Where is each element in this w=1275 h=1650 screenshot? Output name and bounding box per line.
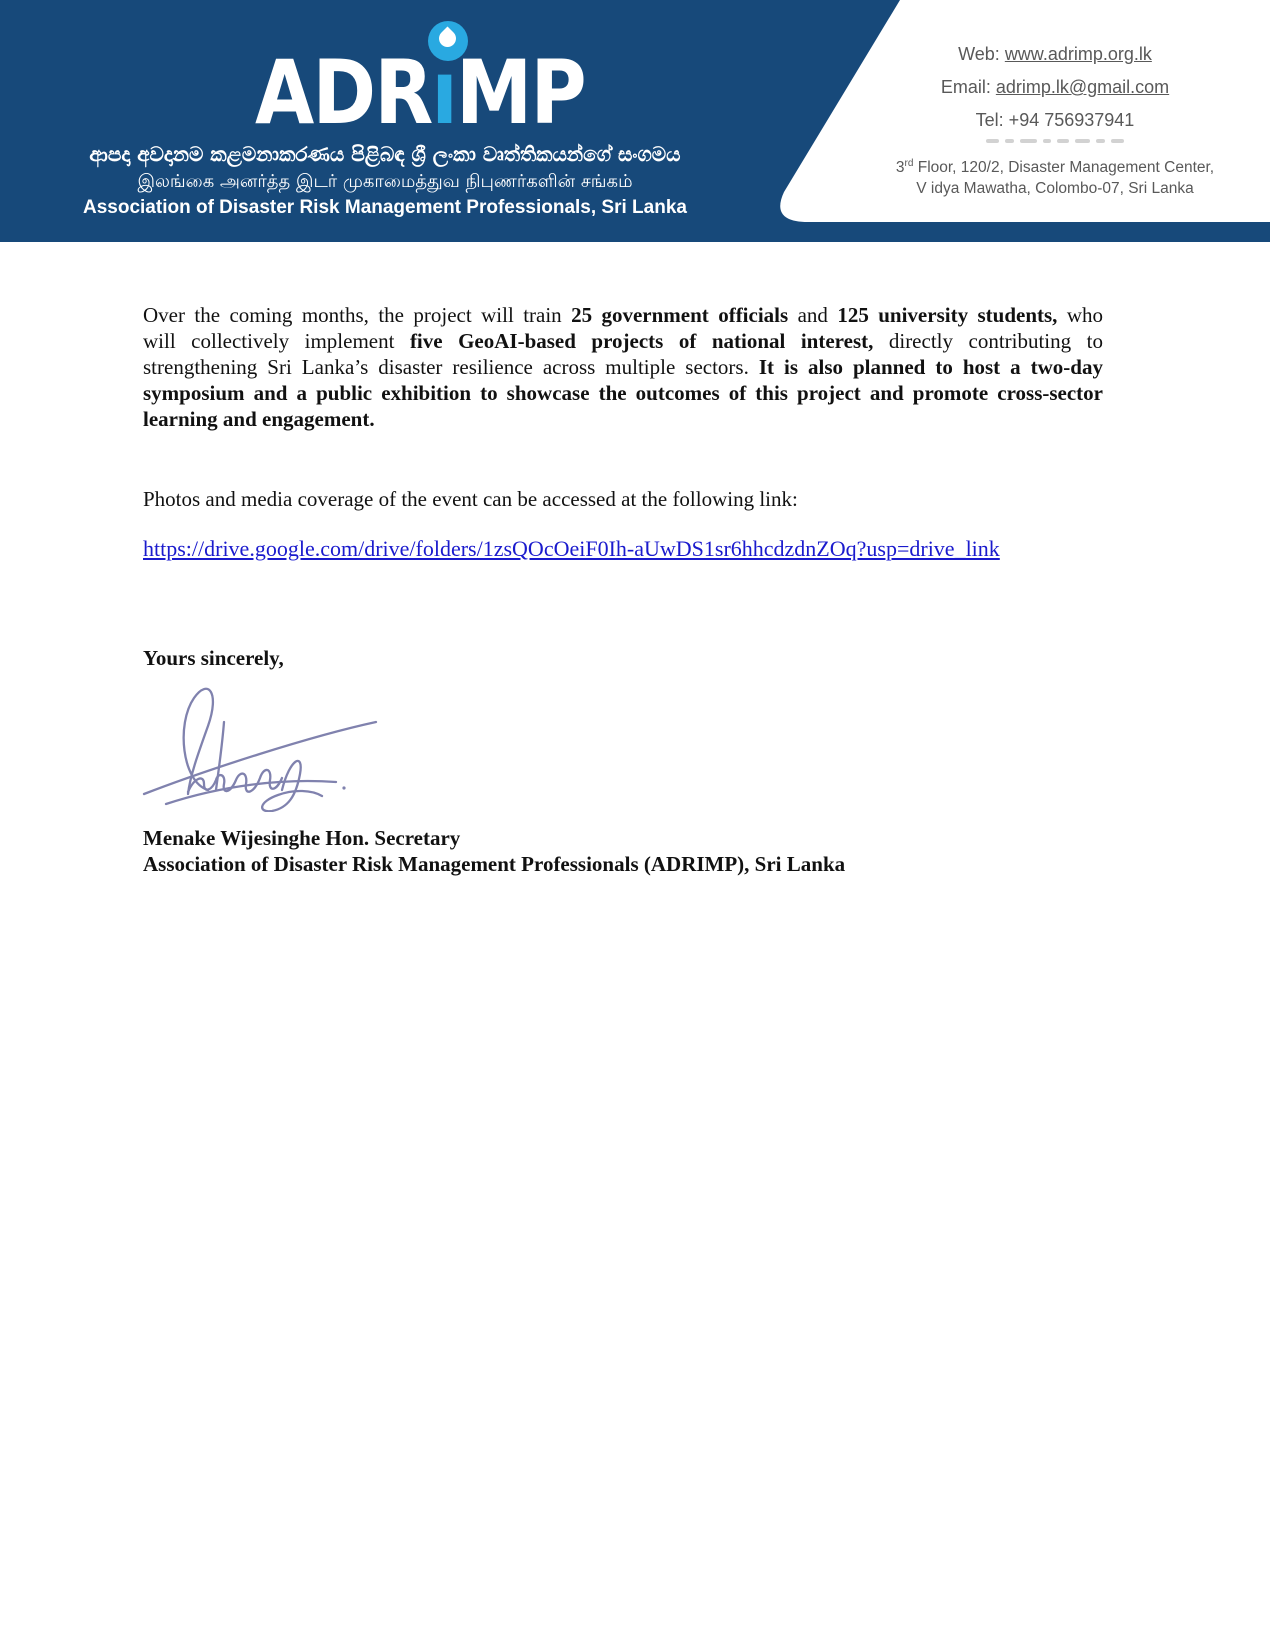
signature <box>136 678 388 812</box>
org-name-sinhala: ආපදා අවදානම කළමනාකරණය පිළිබඳ ශ්‍රී ලංකා වෘත්තිකයන්ගේ සංගමය <box>89 142 681 166</box>
org-name-english: Association of Disaster Risk Management Professionals, Sri Lanka <box>83 197 687 218</box>
signatory-organisation: Association of Disaster Risk Management Professionals (ADRIMP), Sri Lanka <box>143 852 846 876</box>
body-paragraph <box>143 302 1103 432</box>
signatory-name: Menake Wijesinghe Hon. Secretary <box>143 826 461 850</box>
contact-tel: Tel: +94 756937941 <box>975 110 1135 130</box>
web-link[interactable]: www.adrimp.org.lk <box>1004 44 1152 64</box>
logo-letters-pre: ADR <box>255 41 432 144</box>
logo-letters-post: MP <box>456 41 585 144</box>
drive-folder-link[interactable]: https://drive.google.com/drive/folders/1zsQOcOeiF0Ih-aUwDS1sr6hhcdzdnZOq?usp=drive_link <box>143 536 1000 561</box>
contact-email <box>880 78 1230 96</box>
org-names-block <box>55 141 715 220</box>
photos-line: Photos and media coverage of the event can be accessed at the following link: <box>143 487 798 511</box>
address-line-2: V idya Mawatha, Colombo-07, Sri Lanka <box>916 180 1194 198</box>
paragraph-line: strengthening Sri Lanka’s disaster resilience across multiple sectors. It is also planned to host a two-day <box>143 355 1103 379</box>
logo-wordmark <box>255 41 585 144</box>
paragraph-line: will collectively implement five GeoAI-based projects of national interest, directly contributing to <box>143 329 1103 353</box>
contact-panel <box>880 45 1230 199</box>
contact-web <box>880 45 1230 63</box>
ordinal-suffix: rd <box>904 158 914 169</box>
email-label: Email: <box>940 77 996 97</box>
closing-salutation: Yours sincerely, <box>143 646 284 670</box>
address-line-1: 3rd Floor, 120/2, Disaster Management Center, <box>895 158 1215 177</box>
org-name-tamil: இலங்கை அனர்த்த இடர் முகாமைத்துவ நிபுணர்களின் சங்கம் <box>137 171 633 192</box>
whited-out-text-remnant <box>880 131 1230 139</box>
paragraph-line: symposium and a public exhibition to showcase the outcomes of this project and promote cross-sector <box>143 381 1103 405</box>
logo-letter-i: ı <box>431 41 457 144</box>
paragraph-line: Over the coming months, the project will train 25 government officials and 125 university students, who <box>143 303 1103 327</box>
email-link[interactable]: adrimp.lk@gmail.com <box>995 77 1170 97</box>
adrimp-logo <box>255 41 605 144</box>
paragraph-line: learning and engagement. <box>143 407 375 431</box>
web-label: Web: <box>958 44 1005 64</box>
